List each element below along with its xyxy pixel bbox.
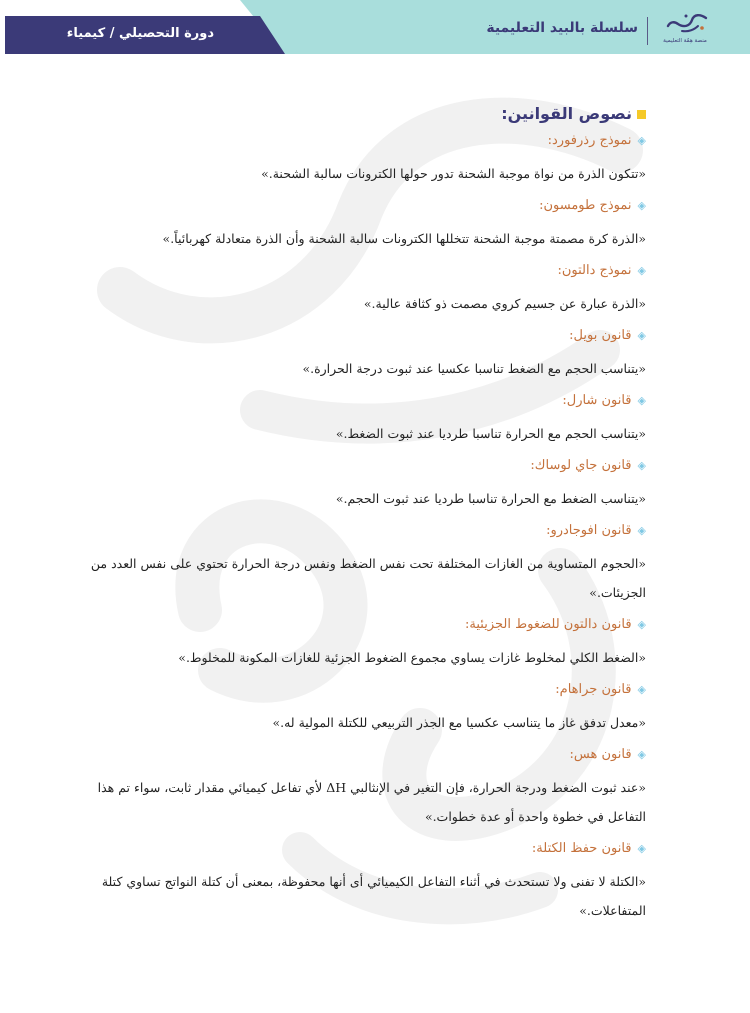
law-title xyxy=(86,839,646,859)
diamond-bullet-icon: ◈ xyxy=(637,842,646,855)
law-text: «الذرة عبارة عن جسيم كروي مصمت ذو كثافة عالية.» xyxy=(363,296,646,311)
logo-caption: منصة هِمّة التعليمية xyxy=(663,38,707,44)
diamond-bullet-icon: ◈ xyxy=(637,394,646,407)
diamond-bullet-icon: ◈ xyxy=(637,524,646,537)
law-text: «تتكون الذرة من نواة موجبة الشحنة تدور حولها الكترونات سالبة الشحنة.» xyxy=(261,166,646,181)
diamond-bullet-icon: ◈ xyxy=(637,264,646,277)
law-title xyxy=(86,680,646,700)
law-title xyxy=(86,326,646,346)
diamond-bullet-icon: ◈ xyxy=(637,683,646,696)
law-text: «الذرة كرة مصمتة موجبة الشحنة تتخللها الكترونات سالبة الشحنة وأن الذرة متعادلة كهربائياً.» xyxy=(162,231,646,246)
diamond-bullet-icon: ◈ xyxy=(637,329,646,342)
section-title-text: نصوص القوانين: xyxy=(501,104,632,123)
law-text: «يتناسب الضغط مع الحرارة تناسبا طرديا عند ثبوت الحجم.» xyxy=(335,491,646,506)
course-label: دورة التحصيلي / كيمياء xyxy=(66,26,214,41)
law-title-text: نموذج دالتون: xyxy=(557,263,632,278)
law-title xyxy=(86,196,646,216)
law-text: «الحجوم المتساوية من الغازات المختلفة تحت نفس الضغط ونفس درجة الحرارة تحتوي على نفس العدد من الجزيئات.» xyxy=(90,556,646,600)
law-item xyxy=(86,745,646,831)
law-item xyxy=(86,391,646,448)
law-title xyxy=(86,261,646,281)
series-title: سلسلة بالبيد التعليمية xyxy=(486,20,638,36)
law-text: «عند ثبوت الضغط ودرجة الحرارة، فإن التغير في الإنثالبي ΔH لأي تفاعل كيميائي مقدار ثابت، سواء تم هذا التفاعل في خطوة واحدة أو عدة خطوات.» xyxy=(97,780,646,824)
law-title-text: قانون هس: xyxy=(569,747,632,762)
law-title xyxy=(86,745,646,765)
diamond-bullet-icon: ◈ xyxy=(637,199,646,212)
platform-logo xyxy=(652,12,722,48)
law-title-text: قانون افوجادرو: xyxy=(546,523,632,538)
law-title-text: قانون دالتون للضغوط الجزيئية: xyxy=(465,617,632,632)
law-item xyxy=(86,131,646,188)
diamond-bullet-icon: ◈ xyxy=(637,459,646,472)
law-item xyxy=(86,326,646,383)
law-text: «يتناسب الحجم مع الحرارة تناسبا طرديا عند ثبوت الضغط.» xyxy=(335,426,646,441)
laws-list xyxy=(86,131,646,925)
law-item xyxy=(86,196,646,253)
law-title xyxy=(86,131,646,151)
law-text: «معدل تدفق غاز ما يتناسب عكسيا مع الجذر التربيعي للكتلة المولية له.» xyxy=(272,715,646,730)
law-item xyxy=(86,456,646,513)
law-text: «الكتلة لا تفنى ولا تستحدث في أثناء التفاعل الكيميائي أى أنها محفوظة، بمعنى أن كتلة النواتج تساوي كتلة المتفاعلات.» xyxy=(101,874,646,918)
law-title-text: قانون جاي لوساك: xyxy=(530,458,632,473)
law-title-text: قانون حفظ الكتلة: xyxy=(531,841,632,856)
heading-bullet-icon xyxy=(637,110,646,119)
law-title xyxy=(86,391,646,411)
law-title xyxy=(86,456,646,476)
law-text: «يتناسب الحجم مع الضغط تناسبا عكسيا عند ثبوت درجة الحرارة.» xyxy=(302,361,646,376)
law-text: «الضغط الكلي لمخلوط غازات يساوي مجموع الضغوط الجزئية للغازات المكونة للمخلوط.» xyxy=(178,650,646,665)
laws-section xyxy=(86,103,646,933)
diamond-bullet-icon: ◈ xyxy=(637,134,646,147)
law-item xyxy=(86,615,646,672)
law-title-text: نموذج طومسون: xyxy=(539,198,632,213)
law-title-text: قانون جراهام: xyxy=(555,682,632,697)
law-title xyxy=(86,521,646,541)
law-item xyxy=(86,261,646,318)
header-divider xyxy=(647,17,648,45)
law-title-text: نموذج رذرفورد: xyxy=(547,133,632,148)
logo-mark-icon xyxy=(662,12,712,36)
law-title-text: قانون بويل: xyxy=(569,328,632,343)
section-heading xyxy=(86,103,646,125)
law-title xyxy=(86,615,646,635)
law-title-text: قانون شارل: xyxy=(562,393,632,408)
law-item xyxy=(86,839,646,925)
diamond-bullet-icon: ◈ xyxy=(637,748,646,761)
law-item xyxy=(86,680,646,737)
law-item xyxy=(86,521,646,607)
diamond-bullet-icon: ◈ xyxy=(637,618,646,631)
